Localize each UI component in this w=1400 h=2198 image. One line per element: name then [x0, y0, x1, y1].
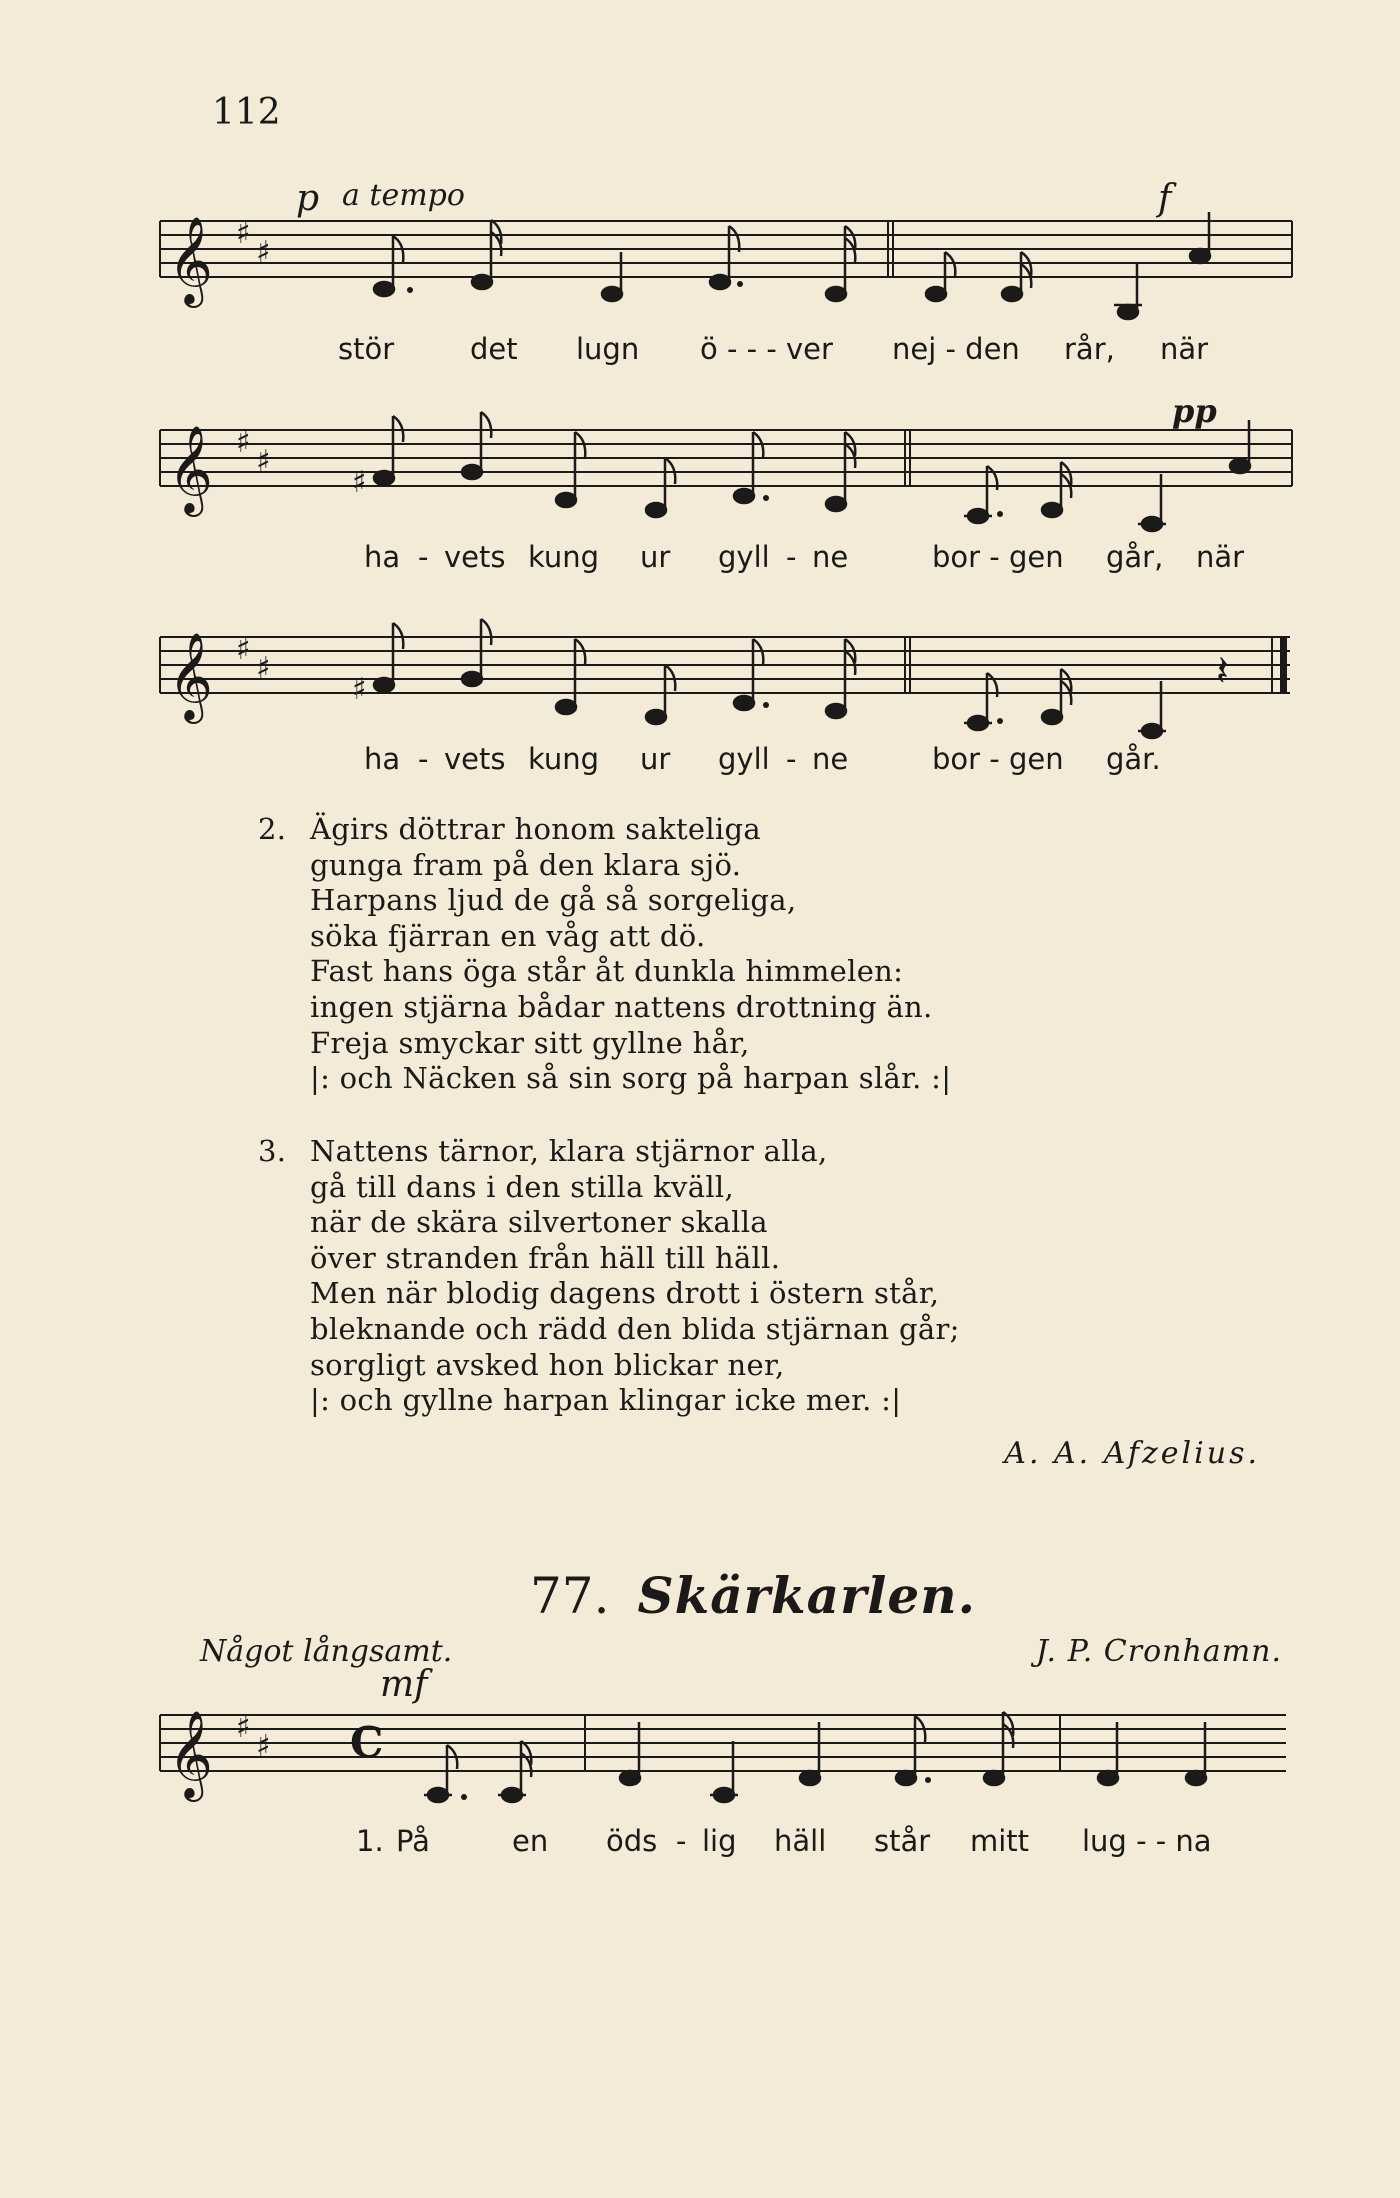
- lyrics-line: [0, 742, 1400, 782]
- lyrics-line: [0, 1824, 1400, 1864]
- treble-clef-icon: 𝄞: [168, 631, 213, 720]
- verse-line: gå till dans i den stilla kväll,: [310, 1169, 734, 1204]
- lyric-syllable: öds: [606, 1824, 658, 1858]
- treble-clef-icon: 𝄞: [168, 215, 213, 304]
- svg-text:♯: ♯: [236, 216, 251, 251]
- lyric-syllable: häll: [774, 1824, 827, 1858]
- lyric-syllable: -: [786, 540, 797, 574]
- tempo-marking: Något långsamt.: [200, 1634, 453, 1669]
- lyric-syllable: -: [786, 742, 797, 776]
- lyric-syllable: vets: [444, 540, 506, 574]
- verse-line: gunga fram på den klara sjö.: [310, 847, 742, 882]
- svg-text:♯: ♯: [256, 1729, 271, 1764]
- verse-line: Fast hans öga står åt dunkla himmelen:: [310, 954, 904, 989]
- verse-line: |: och gyllne harpan klingar icke mer. :|: [310, 1383, 902, 1418]
- lyricist-credit: A. A. Afzelius.: [1004, 1436, 1260, 1471]
- page-number: 112: [212, 92, 281, 133]
- lyric-syllable: -: [418, 742, 429, 776]
- lyric-syllable: när: [1196, 540, 1245, 574]
- lyric-syllable: det: [470, 332, 518, 366]
- lyric-syllable: ur: [640, 540, 671, 574]
- lyric-syllable: ur: [640, 742, 671, 776]
- svg-text:♯: ♯: [352, 465, 367, 500]
- lyric-syllable: ha: [364, 540, 401, 574]
- svg-text:♯: ♯: [236, 632, 251, 667]
- dynamic-marking: f: [1158, 178, 1172, 219]
- staff-system-2: [160, 430, 1292, 486]
- song-number: 77.: [530, 1567, 610, 1625]
- svg-text:♯: ♯: [236, 425, 251, 460]
- lyric-syllable: går.: [1106, 742, 1161, 776]
- verse-line: när de skära silvertoner skalla: [310, 1205, 768, 1240]
- svg-text:♯: ♯: [256, 651, 271, 686]
- lyrics-line: [0, 332, 1400, 372]
- verse-line: bleknande och rädd den blida stjärnan går;: [310, 1311, 960, 1346]
- treble-clef-icon: 𝄞: [168, 424, 213, 513]
- svg-text:♯: ♯: [256, 444, 271, 479]
- verse-line: Freja smyckar sitt gyllne hår,: [310, 1025, 750, 1060]
- lyric-syllable: 1.: [356, 1824, 384, 1858]
- svg-text:♯: ♯: [236, 1710, 251, 1745]
- quarter-rest-icon: 𝄽: [1216, 646, 1229, 695]
- verse-number: 3.: [258, 1134, 287, 1168]
- lyric-syllable: vets: [444, 742, 506, 776]
- composer-credit: J. P. Cronhamn.: [1035, 1634, 1282, 1669]
- svg-text:♯: ♯: [256, 235, 271, 270]
- lyric-syllable: mitt: [970, 1824, 1030, 1858]
- song-title: Skärkarlen.: [637, 1566, 976, 1625]
- song-heading: [530, 1566, 976, 1625]
- verse-number: 2.: [258, 812, 287, 846]
- lyric-syllable: ne: [812, 742, 849, 776]
- verse-line: Ägirs döttrar honom sakteliga: [310, 812, 761, 846]
- verse-line: Harpans ljud de gå så sorgeliga,: [310, 883, 797, 918]
- dynamic-marking: mf: [380, 1664, 428, 1705]
- dynamic-marking: pp: [1172, 392, 1217, 430]
- lyric-syllable: lug - - na: [1082, 1824, 1212, 1858]
- lyric-syllable: rår,: [1064, 332, 1115, 366]
- verse-3: [258, 1134, 960, 1419]
- lyric-syllable: när: [1160, 332, 1209, 366]
- treble-clef-icon: 𝄞: [168, 1709, 213, 1798]
- lyric-syllable: kung: [528, 540, 600, 574]
- lyric-syllable: kung: [528, 742, 600, 776]
- lyric-syllable: stör: [338, 332, 395, 366]
- lyric-syllable: lugn: [576, 332, 640, 366]
- lyric-syllable: bor - gen: [932, 742, 1064, 776]
- lyric-syllable: ha: [364, 742, 401, 776]
- verse-line: ingen stjärna bådar nattens drottning än.: [310, 989, 933, 1024]
- lyric-syllable: en: [512, 1824, 549, 1858]
- staff-system-3: [160, 637, 1290, 693]
- verse-line: sorgligt avsked hon blickar ner,: [310, 1347, 785, 1382]
- lyric-syllable: nej - den: [892, 332, 1020, 366]
- verse-2: [258, 812, 952, 1097]
- lyric-syllable: går,: [1106, 540, 1164, 574]
- svg-text:♯: ♯: [352, 672, 367, 707]
- tempo-marking: a tempo: [342, 178, 465, 213]
- dynamic-marking: p: [296, 178, 320, 219]
- lyrics-line: [0, 540, 1400, 580]
- verse-line: |: och Näcken så sin sorg på harpan slår. :|: [310, 1061, 952, 1096]
- common-time-icon: C: [350, 1718, 384, 1767]
- lyric-syllable: -: [676, 1824, 687, 1858]
- lyric-syllable: står: [874, 1824, 931, 1858]
- lyric-syllable: gyll: [718, 540, 770, 574]
- lyric-syllable: bor - gen: [932, 540, 1064, 574]
- lyric-syllable: lig: [702, 1824, 737, 1858]
- verse-line: över stranden från häll till häll.: [310, 1240, 781, 1275]
- lyric-syllable: -: [418, 540, 429, 574]
- verse-line: Nattens tärnor, klara stjärnor alla,: [310, 1134, 828, 1168]
- lyric-syllable: gyll: [718, 742, 770, 776]
- lyric-syllable: På: [396, 1824, 430, 1858]
- lyric-syllable: ö - - - ver: [700, 332, 833, 366]
- verse-line: söka fjärran en våg att dö.: [310, 918, 706, 953]
- verse-line: Men när blodig dagens drott i östern står,: [310, 1276, 940, 1311]
- staff-system-1: [160, 221, 1292, 277]
- lyric-syllable: ne: [812, 540, 849, 574]
